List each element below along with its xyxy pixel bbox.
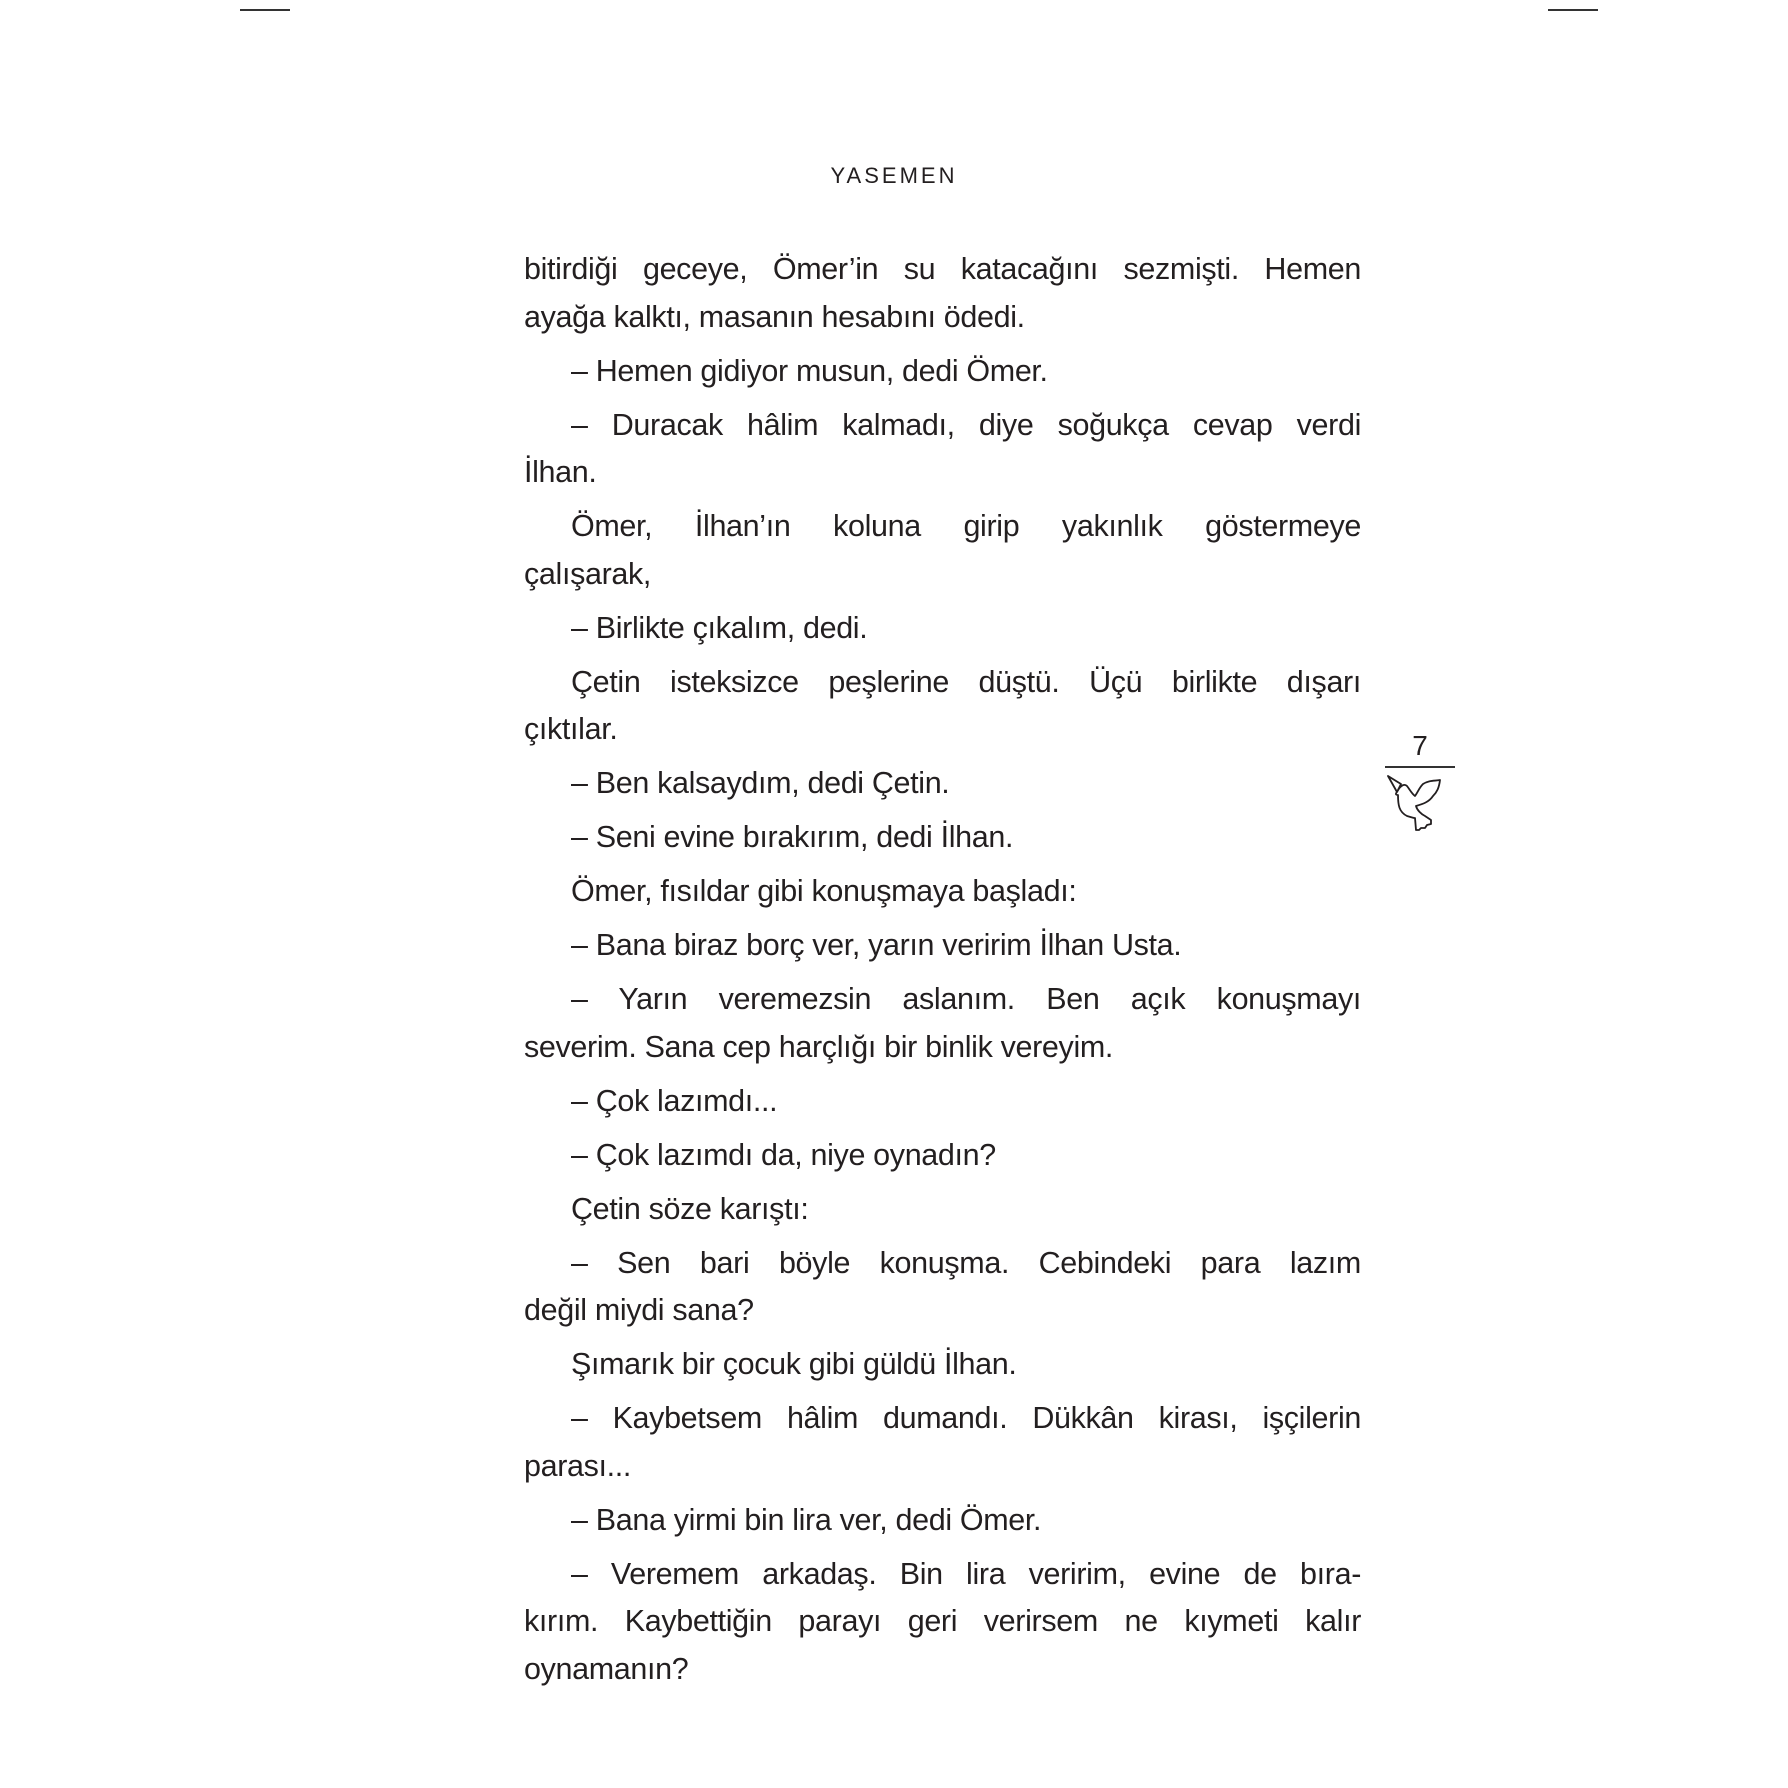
- paragraph: [524, 1186, 1361, 1234]
- text-line: – Bana yirmi bin lira ver, dedi Ömer.: [571, 1502, 1042, 1537]
- paragraph: [524, 659, 1361, 754]
- text-line: oynamanın?: [524, 1651, 689, 1686]
- paragraph: [524, 348, 1361, 396]
- page-body-text: [524, 246, 1361, 1700]
- paragraph: [524, 246, 1361, 341]
- paragraph: [524, 605, 1361, 653]
- text-line: – Birlikte çıkalım, dedi.: [571, 610, 868, 645]
- page-number: 7: [1412, 730, 1428, 761]
- text-line: çıktılar.: [524, 712, 618, 746]
- text-line: değil miydi sana?: [524, 1293, 754, 1327]
- paragraph: [524, 1078, 1361, 1126]
- paragraph: [524, 868, 1361, 916]
- paragraph: [524, 1395, 1361, 1490]
- paragraph: [524, 1132, 1361, 1180]
- text-line: Çetin söze karıştı:: [571, 1191, 809, 1226]
- text-line: severim. Sana cep harçlığı bir binlik vereyim.: [524, 1029, 1114, 1064]
- page-number-rule: [1385, 766, 1455, 768]
- paragraph: [524, 922, 1361, 970]
- paragraph: [524, 1341, 1361, 1389]
- text-line: – Çok lazımdı...: [571, 1083, 778, 1118]
- text-line: – Bana biraz borç ver, yarın veririm İlhan Usta.: [571, 928, 1182, 962]
- text-line: bitirdiği geceye, Ömer’in su katacağını sezmişti. Hemen: [524, 252, 1361, 286]
- paragraph: [524, 1551, 1361, 1694]
- paragraph: [524, 1497, 1361, 1545]
- text-line: Çetin isteksizce peşlerine düştü. Üçü birlikte dışarı: [571, 664, 1361, 699]
- text-line: – Kaybetsem hâlim dumandı. Dükkân kirası, işçilerin: [571, 1401, 1361, 1435]
- text-line: – Seni evine bırakırım, dedi İlhan.: [571, 820, 1014, 854]
- text-line: Şımarık bir çocuk gibi güldü İlhan.: [571, 1347, 1017, 1381]
- text-line: – Sen bari böyle konuşma. Cebindeki para lazım: [571, 1245, 1361, 1280]
- text-line: İlhan.: [524, 455, 597, 489]
- text-line: Ömer, fısıldar gibi konuşmaya başladı:: [571, 874, 1077, 908]
- text-line: – Çok lazımdı da, niye oynadın?: [571, 1137, 996, 1172]
- dove-icon: [1385, 770, 1455, 850]
- text-line: – Hemen gidiyor musun, dedi Ömer.: [571, 353, 1048, 388]
- paragraph: [524, 402, 1361, 497]
- paragraph: [524, 760, 1361, 808]
- text-line: – Veremem arkadaş. Bin lira veririm, evine de bıra-: [571, 1556, 1361, 1591]
- text-line: kırım. Kaybettiğin parayı geri verirsem ne kıymeti kalır: [524, 1604, 1361, 1638]
- paragraph: [524, 503, 1361, 598]
- paragraph: [524, 1240, 1361, 1335]
- paragraph: [524, 814, 1361, 862]
- text-line: Ömer, İlhan’ın koluna girip yakınlık göstermeye: [571, 509, 1361, 543]
- text-line: parası...: [524, 1448, 632, 1483]
- crop-mark-left: [240, 9, 290, 11]
- paragraph: [524, 976, 1361, 1071]
- text-line: – Yarın veremezsin aslanım. Ben açık konuşmayı: [571, 982, 1361, 1016]
- running-header: YASEMEN: [830, 163, 958, 188]
- text-line: – Duracak hâlim kalmadı, diye soğukça cevap verdi: [571, 407, 1361, 442]
- text-line: – Ben kalsaydım, dedi Çetin.: [571, 766, 950, 800]
- crop-mark-right: [1548, 9, 1598, 11]
- text-line: çalışarak,: [524, 556, 652, 591]
- text-line: ayağa kalktı, masanın hesabını ödedi.: [524, 299, 1025, 334]
